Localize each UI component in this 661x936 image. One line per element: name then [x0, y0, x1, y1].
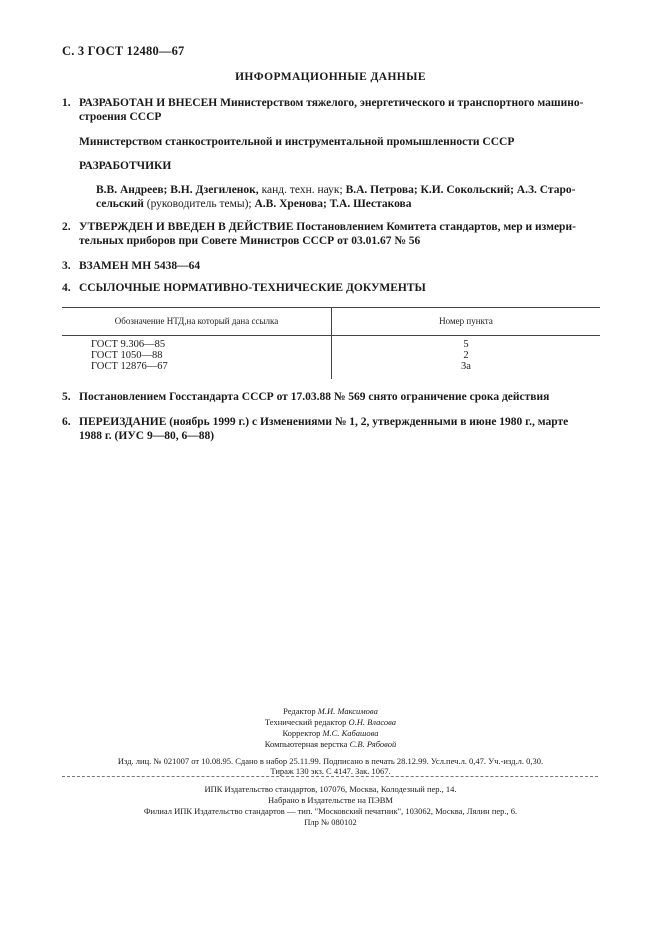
table-cell-doc: ГОСТ 9.306—85 — [91, 339, 166, 350]
imprint-label: Редактор — [283, 706, 318, 716]
item-2-line2: тельных приборов при Совете Министров СССР от 03.01.67 № 56 — [79, 235, 421, 247]
item-1-ministry: Министерством станкостроительной и инструментальной промышленности СССР — [79, 136, 515, 148]
table-cell-item: 5 — [463, 339, 469, 350]
imprint-ipk-3: Филиал ИПК Издательство стандартов — тип. "Московский печатник", 103062, Москва, Лялин пер., 6. — [143, 806, 518, 816]
imprint-divider — [62, 776, 598, 777]
page-header: С. 3 ГОСТ 12480—67 — [62, 44, 185, 58]
dev-part: В.В. Андреев; В.Н. Дзегиленок, — [96, 184, 259, 196]
item-3-number: 3. — [62, 260, 71, 272]
dev-part: сельский — [96, 198, 144, 210]
dev-part: В.А. Петрова; К.И. Сокольский; А.З. Старо- — [345, 184, 576, 196]
imprint-name: С.В. Рябовой — [349, 739, 397, 749]
imprint-layout — [0, 739, 661, 750]
item-1-text — [79, 96, 604, 124]
item-2-number: 2. — [62, 221, 71, 233]
imprint-name: М.И. Максимова — [317, 706, 378, 716]
imprint-label: Корректор — [282, 728, 323, 738]
imprint-publication-1: Изд. лиц. № 021007 от 10.08.95. Сдано в набор 25.11.99. Подписано в печать 28.12.99. Усл.печ.л. 0,47. Уч.-изд.л. 0,30. — [117, 756, 544, 766]
dev-part: канд. техн. наук; — [258, 184, 346, 196]
developers-list — [96, 183, 606, 211]
developers-heading: РАЗРАБОТЧИКИ — [79, 160, 172, 172]
table-header-doc: Обозначение НТД,на который дана ссылка — [114, 316, 279, 326]
item-1-number: 1. — [62, 97, 71, 109]
table-cell-item: 2 — [463, 350, 469, 361]
imprint-label: Технический редактор — [264, 717, 349, 727]
item-6-text — [79, 415, 604, 443]
imprint-ipk-4: Плр № 080102 — [304, 817, 357, 827]
imprint-name: М.С. Кабашова — [322, 728, 379, 738]
table-cell-item: 3а — [461, 361, 471, 372]
item-4-text: ССЫЛОЧНЫЕ НОРМАТИВНО-ТЕХНИЧЕСКИЕ ДОКУМЕНТЫ — [79, 282, 426, 294]
imprint-name: О.Н. Власова — [348, 717, 397, 727]
imprint-corrector — [0, 728, 661, 739]
dev-part: (руководитель темы); — [143, 198, 255, 210]
section-title: ИНФОРМАЦИОННЫЕ ДАННЫЕ — [235, 71, 426, 83]
imprint-tech-editor — [0, 717, 661, 728]
dev-part: А.В. Хренова; Т.А. Шестакова — [254, 198, 412, 210]
item-5-text: Постановлением Госстандарта СССР от 17.03.88 № 569 снято ограничение срока действия — [79, 391, 550, 403]
table-cell-doc: ГОСТ 1050—88 — [91, 350, 163, 361]
table-header-item: Номер пункта — [439, 316, 493, 326]
item-2-line1: УТВЕРЖДЕН И ВВЕДЕН В ДЕЙСТВИЕ Постановлением Комитета стандартов, мер и измери- — [79, 221, 576, 233]
imprint-label: Компьютерная верстка — [264, 739, 350, 749]
imprint-ipk-1: ИПК Издательство стандартов, 107076, Москва, Колодезный пер., 14. — [204, 784, 457, 794]
item-3-text: ВЗАМЕН МН 5438—64 — [79, 260, 201, 272]
imprint-ipk-2: Набрано в Издательстве на ПЭВМ — [268, 795, 393, 805]
item-5-number: 5. — [62, 391, 71, 403]
table-cell-doc: ГОСТ 12876—67 — [91, 361, 168, 372]
item-4-number: 4. — [62, 282, 71, 294]
item-1-line1: РАЗРАБОТАН И ВНЕСЕН Министерством тяжелого, энергетического и транспортного машино- — [79, 97, 584, 109]
item-6-line2: 1988 г. (ИУС 9—80, 6—88) — [79, 430, 215, 442]
item-6-line1: ПЕРЕИЗДАНИЕ (ноябрь 1999 г.) с Изменениями № 1, 2, утвержденными в июне 1980 г., марте — [79, 416, 569, 428]
item-1-line2: строения СССР — [79, 111, 162, 123]
item-2-text — [79, 220, 604, 248]
imprint-editor — [0, 706, 661, 717]
reference-table — [62, 307, 600, 379]
item-6-number: 6. — [62, 416, 71, 428]
imprint-publication-2: Тираж 130 экз. С 4147. Зак. 1067. — [270, 766, 391, 776]
